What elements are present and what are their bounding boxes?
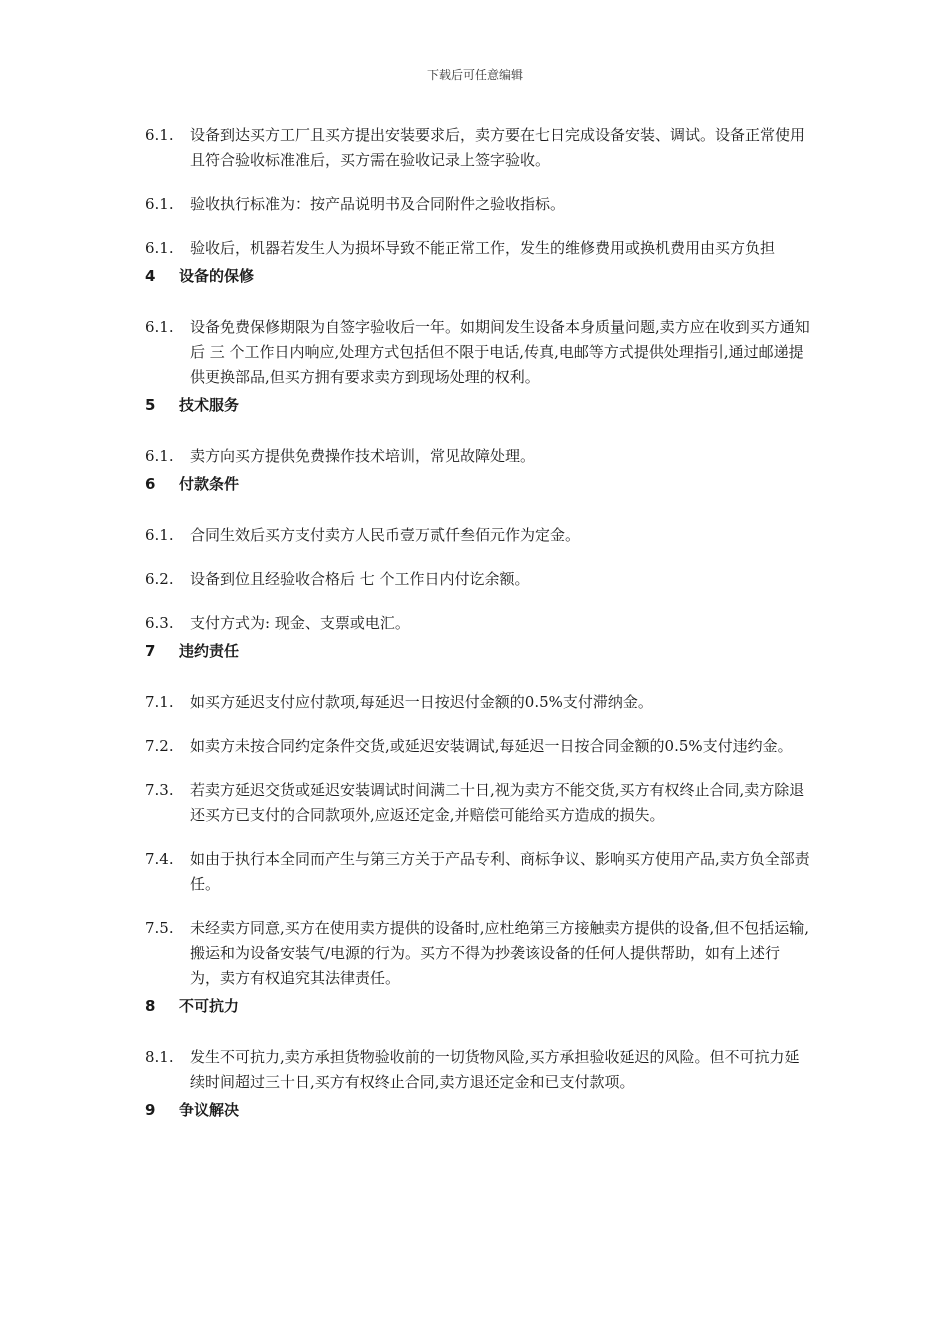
section-title: 技术服务 xyxy=(179,396,240,414)
clause-text: 发生不可抗力,卖方承担货物验收前的一切货物风险,买方承担验收延迟的风险。但不可抗力延续时间超过三十日,买方有权终止合同,卖方退还定金和已支付款项。 xyxy=(190,1048,800,1091)
section-title: 违约责任 xyxy=(179,642,240,660)
section-title: 设备的保修 xyxy=(179,267,255,285)
section-number: 5 xyxy=(145,396,156,414)
clause-item xyxy=(145,916,810,991)
clause-item xyxy=(145,192,810,217)
clause-item xyxy=(145,123,810,173)
section-heading xyxy=(145,265,810,287)
section-number: 6 xyxy=(145,475,156,493)
clause-text: 如由于执行本全同而产生与第三方关于产品专利、商标争议、影响买方使用产品,卖方负全部责任。 xyxy=(190,850,810,893)
clause-number: 6.3. xyxy=(145,614,174,632)
clause-number: 7.4. xyxy=(145,850,174,868)
clause-number: 6.1. xyxy=(145,195,174,213)
clause-item xyxy=(145,847,810,897)
section-number: 8 xyxy=(145,997,156,1015)
clause-text: 如买方延迟支付应付款项,每延迟一日按迟付金额的0.5%支付滞纳金。 xyxy=(190,693,653,711)
clause-number: 6.1. xyxy=(145,447,174,465)
clause-text: 设备到位且经验收合格后 七 个工作日内付讫余额。 xyxy=(190,570,530,588)
section-number: 4 xyxy=(145,267,156,285)
clause-number: 7.1. xyxy=(145,693,174,711)
clause-item xyxy=(145,1045,810,1095)
document-body xyxy=(145,123,810,1149)
clause-text: 验收后，机器若发生人为损坏导致不能正常工作，发生的维修费用或换机费用由买方负担 xyxy=(190,239,776,257)
clause-item xyxy=(145,690,810,715)
clause-number: 6.2. xyxy=(145,570,174,588)
clause-number: 8.1. xyxy=(145,1048,174,1066)
section-title: 不可抗力 xyxy=(179,997,240,1015)
clause-text: 若卖方延迟交货或延迟安装调试时间满二十日,视为卖方不能交货,买方有权终止合同,卖方除退还买方已支付的合同款项外,应返还定金,并赔偿可能给买方造成的损失。 xyxy=(190,781,805,824)
clause-number: 6.1. xyxy=(145,126,174,144)
section-number: 7 xyxy=(145,642,156,660)
clause-number: 6.1. xyxy=(145,239,174,257)
clause-item xyxy=(145,523,810,548)
clause-text: 如卖方未按合同约定条件交货,或延迟安装调试,每延迟一日按合同金额的0.5%支付违约金。 xyxy=(190,737,793,755)
clause-number: 6.1. xyxy=(145,526,174,544)
section-number: 9 xyxy=(145,1101,156,1119)
clause-text: 未经卖方同意,买方在使用卖方提供的设备时,应杜绝第三方接触卖方提供的设备,但不包括运输,搬运和为设备安装气/电源的行为。买方不得为抄袭该设备的任何人提供帮助，如有上述行为，卖方有权追究其法律责任。 xyxy=(190,919,810,987)
clause-text: 支付方式为: 现金、支票或电汇。 xyxy=(190,614,410,632)
clause-text: 合同生效后买方支付卖方人民币壹万贰仟叁佰元作为定金。 xyxy=(190,526,581,544)
clause-text: 卖方向买方提供免费操作技术培训，常见故障处理。 xyxy=(190,447,536,465)
clause-item xyxy=(145,611,810,636)
page-header-note: 下载后可任意编辑 xyxy=(426,68,523,82)
clause-item xyxy=(145,315,810,390)
clause-number: 6.1. xyxy=(145,318,174,336)
section-heading xyxy=(145,1099,810,1121)
section-heading xyxy=(145,640,810,662)
clause-text: 设备到达买方工厂且买方提出安装要求后，卖方要在七日完成设备安装、调试。设备正常使用且符合验收标准准后，买方需在验收记录上签字验收。 xyxy=(190,126,806,169)
section-heading xyxy=(145,394,810,416)
section-title: 付款条件 xyxy=(179,475,240,493)
section-heading xyxy=(145,473,810,495)
clause-item xyxy=(145,236,810,261)
section-heading xyxy=(145,995,810,1017)
section-title: 争议解决 xyxy=(179,1101,240,1119)
clause-number: 7.5. xyxy=(145,919,174,937)
clause-text: 设备免费保修期限为自签字验收后一年。如期间发生设备本身质量问题,卖方应在收到买方通知后 三 个工作日内响应,处理方式包括但不限于电话,传真,电邮等方式提供处理指引,通过邮递提供更换部品,但买方拥有要求卖方到现场处理的权利。 xyxy=(190,318,810,386)
clause-item xyxy=(145,444,810,469)
clause-number: 7.3. xyxy=(145,781,174,799)
clause-item xyxy=(145,778,810,828)
clause-item xyxy=(145,734,810,759)
clause-number: 7.2. xyxy=(145,737,174,755)
clause-item xyxy=(145,567,810,592)
clause-text: 验收执行标准为：按产品说明书及合同附件之验收指标。 xyxy=(190,195,566,213)
